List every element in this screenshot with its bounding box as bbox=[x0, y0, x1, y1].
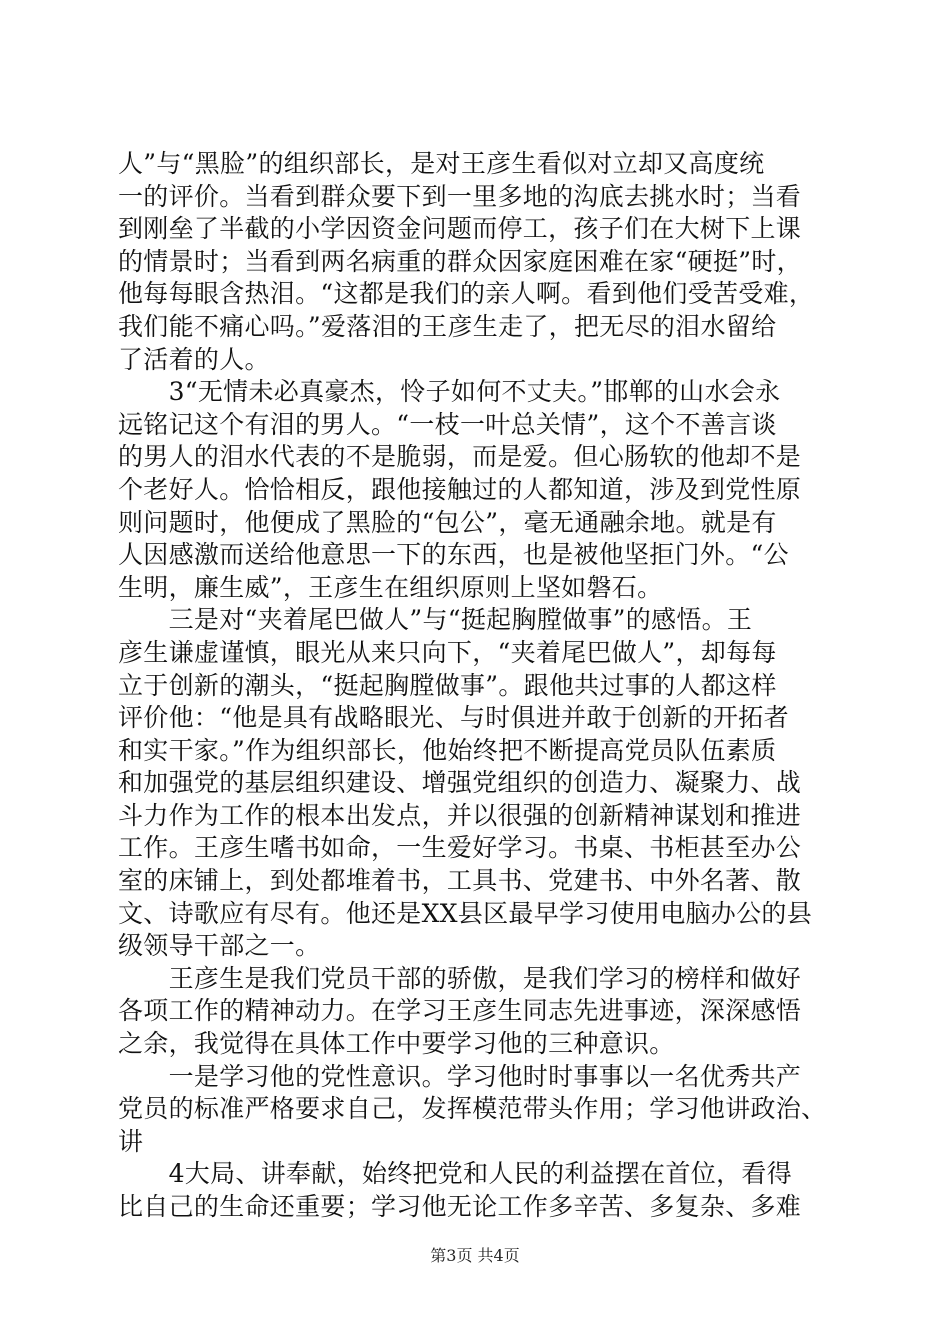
text-line: 之余，我觉得在具体工作中要学习他的三种意识。 bbox=[118, 1029, 675, 1059]
text-line: 三是对“夹着尾巴做人”与“挺起胸膛做事”的感悟。王 bbox=[118, 605, 753, 635]
text-line: 3“无情未必真豪杰，怜子如何不丈夫。”邯郸的山水会永 bbox=[118, 377, 781, 407]
text-line: 他每每眼含热泪。“这都是我们的亲人啊。看到他们受苦受难， bbox=[118, 279, 815, 309]
text-line: 人”与“黑脸”的组织部长，是对王彦生看似对立却又高度统 bbox=[118, 149, 765, 178]
text-line: 讲 bbox=[118, 1126, 144, 1156]
text-line: 评价他：“他是具有战略眼光、与时俱进并敢于创新的开拓者 bbox=[118, 703, 789, 733]
text-line: 到刚垒了半截的小学因资金问题而停工，孩子们在大树下上课 bbox=[118, 214, 802, 244]
text-line: 则问题时，他便成了黑脸的“包公”，毫无通融余地。就是有 bbox=[118, 507, 777, 537]
text-line: 立于创新的潮头，“挺起胸膛做事”。跟他共过事的人都这样 bbox=[118, 670, 777, 700]
page-footer: 第3页 共4页 bbox=[430, 1246, 520, 1265]
text-line: 4大局、讲奉献，始终把党和人民的利益摆在首位，看得 bbox=[118, 1159, 793, 1189]
text-line: 的情景时；当看到两名病重的群众因家庭困难在家“硬挺”时， bbox=[118, 246, 802, 276]
text-line: 和实干家。”作为组织部长，他始终把不断提高党员队伍素质 bbox=[118, 735, 777, 765]
text-line: 彦生谦虚谨慎，眼光从来只向下，“夹着尾巴做人”，却每每 bbox=[118, 637, 777, 667]
text-line: 党员的标准严格要求自己，发挥模范带头作用；学习他讲政治、 bbox=[118, 1094, 827, 1124]
text-line: 个老好人。恰恰相反，跟他接触过的人都知道，涉及到党性原 bbox=[118, 474, 802, 504]
text-line: 和加强党的基层组织建设、增强党组织的创造力、凝聚力、战 bbox=[118, 768, 802, 798]
text-line: 工作。王彦生嗜书如命，一生爱好学习。书桌、书柜甚至办公 bbox=[118, 833, 802, 863]
text-line: 一的评价。当看到群众要下到一里多地的沟底去挑水时；当看 bbox=[118, 181, 802, 211]
text-line: 了活着的人。 bbox=[118, 344, 270, 374]
text-line: 斗力作为工作的根本出发点，并以很强的创新精神谋划和推进 bbox=[118, 800, 802, 830]
text-line: 生明，廉生威”，王彦生在组织原则上坚如磐石。 bbox=[118, 572, 663, 602]
text-line: 各项工作的精神动力。在学习王彦生同志先进事迹，深深感悟 bbox=[118, 996, 802, 1026]
text-line: 比自己的生命还重要；学习他无论工作多辛苦、多复杂、多难 bbox=[118, 1192, 802, 1221]
text-line: 一是学习他的党性意识。学习他时时事事以一名优秀共产 bbox=[118, 1061, 802, 1091]
text-line: 的男人的泪水代表的不是脆弱，而是爱。但心肠软的他却不是 bbox=[118, 442, 802, 472]
document-body bbox=[118, 148, 838, 1224]
text-line: 文、诗歌应有尽有。他还是XX县区最早学习使用电脑办公的县 bbox=[118, 898, 812, 928]
text-line: 我们能不痛心吗。”爱落泪的王彦生走了，把无尽的泪水留给 bbox=[118, 311, 777, 341]
text-line: 室的床铺上，到处都堆着书，工具书、党建书、中外名著、散 bbox=[118, 866, 802, 896]
text-line: 远铭记这个有泪的男人。“一枝一叶总关情”，这个不善言谈 bbox=[118, 409, 777, 439]
text-line: 级领导干部之一。 bbox=[118, 931, 321, 961]
text-line: 王彦生是我们党员干部的骄傲，是我们学习的榜样和做好 bbox=[118, 963, 802, 993]
text-line: 人因感激而送给他意思一下的东西，也是被他坚拒门外。“公 bbox=[118, 540, 789, 570]
